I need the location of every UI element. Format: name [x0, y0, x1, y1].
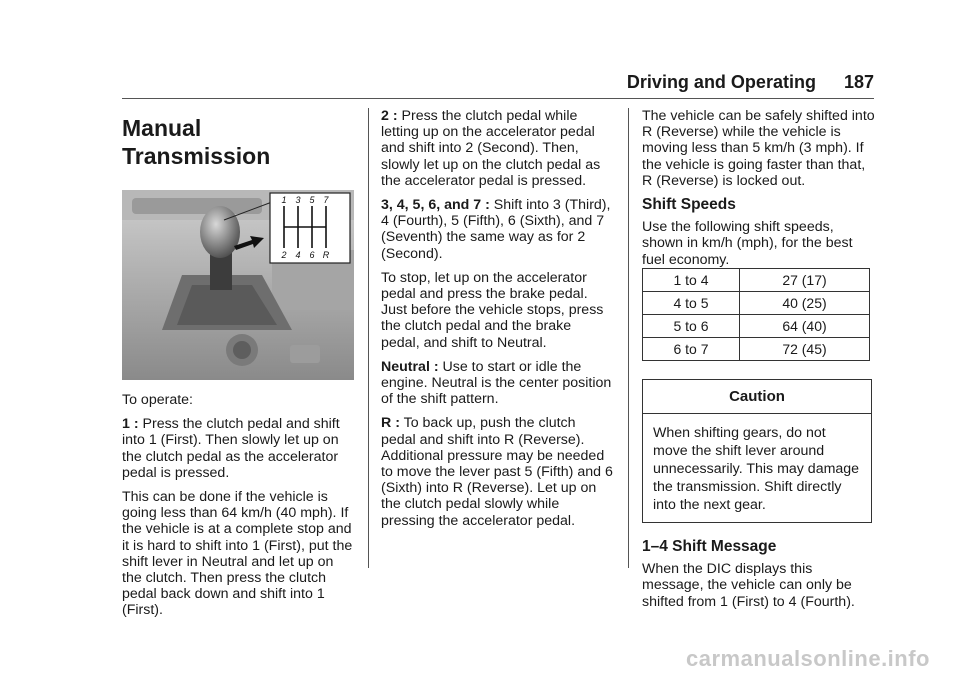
table-row	[643, 268, 870, 291]
paragraph: To stop, let up on the accelerator pedal and press the brake pedal. Just before the vehicle stops, press the clutch pedal and the brake pedal, and shift to Neutral.	[381, 269, 604, 351]
column-2	[381, 108, 613, 537]
page-header	[627, 72, 874, 93]
gate-label: 3	[295, 195, 301, 205]
table-cell: 64 (40)	[740, 314, 870, 337]
gate-label: 6	[309, 250, 315, 260]
step-text: Use to start or idle the engine. Neutral is the center position of the shift pattern.	[381, 358, 612, 408]
step-label: Neutral :	[381, 358, 439, 375]
step-label: 3, 4, 5, 6, and 7 :	[381, 197, 490, 214]
column-divider	[368, 108, 369, 568]
shifter-photo	[122, 190, 354, 380]
table-row	[643, 337, 870, 360]
step-reverse	[381, 415, 613, 528]
paragraph: This can be done if the vehicle is going less than 64 km/h (40 mph). If the vehicle is at a complete stop and it is hard to shift into 1 (First), put the shift lever in Neutral and let up on the clutch. Then press the clutch pedal back down and shift into 1 (First).	[122, 489, 353, 619]
step-text: Press the clutch pedal while letting up on the accelerator pedal and shift into 2 (Second). Then, slowly let up on the clutch pedal as the accelerator pedal is pressed.	[381, 108, 601, 189]
page-number: 187	[843, 72, 874, 92]
table-cell: 1 to 4	[643, 268, 740, 291]
header-rule	[122, 98, 874, 99]
paragraph: When the DIC displays this message, the vehicle can only be shifted from 1 (First) to 4 (Fourth).	[642, 561, 855, 610]
step-text: Shift into 3 (Third), 4 (Fourth), 5 (Fifth), 6 (Sixth), and 7 (Seventh) the same way as for 2 (Second).	[381, 197, 611, 262]
table-cell: 72 (45)	[740, 337, 870, 360]
step-neutral	[381, 359, 613, 408]
gate-label: 1	[281, 195, 287, 205]
table-row	[643, 291, 870, 314]
section-heading: 1–4 Shift Message	[642, 538, 777, 556]
step-text: Press the clutch pedal and shift into 1 (First). Then slowly let up on the clutch pedal as the accelerator pedal is pressed.	[122, 416, 340, 481]
caution-text: When shifting gears, do not move the shift lever around unnecessarily. This may damage the transmission. Shift directly into the next gear.	[653, 425, 860, 514]
gate-label: 5	[309, 195, 315, 205]
gate-label: 2	[281, 250, 287, 260]
caution-title: Caution	[643, 380, 871, 414]
paragraph: The vehicle can be safely shifted into R (Reverse) while the vehicle is moving less than 5 km/h (3 mph). If the vehicle is going faster than that, R (Reverse) is locked out.	[642, 108, 875, 189]
column-1	[122, 108, 354, 627]
gate-label: 4	[295, 250, 301, 260]
paragraph: Use the following shift speeds, shown in km/h (mph), for the best fuel economy.	[642, 219, 853, 268]
table-row	[643, 314, 870, 337]
step-2	[381, 108, 613, 189]
step-label: 2 :	[381, 108, 398, 124]
step-text: To back up, push the clutch pedal and shift into R (Reverse). Additional pressure may be needed to move the lever past 5 (Fifth) and 6 (Sixth) into R (Reverse). Let up on the clutch pedal slowly while pressing the accelerator pedal.	[381, 415, 613, 529]
step-3-7	[381, 197, 613, 262]
caution-box	[642, 379, 872, 523]
table-cell: 5 to 6	[643, 314, 740, 337]
shift-speeds-table	[642, 268, 870, 361]
table-cell: 6 to 7	[643, 337, 740, 360]
page-title: Manual Transmission	[122, 115, 271, 169]
watermark: carmanualsonline.info	[686, 646, 930, 671]
section-title: Driving and Operating	[626, 72, 816, 92]
column-3	[642, 108, 876, 618]
gate-label: R	[322, 250, 330, 260]
section-heading: Shift Speeds	[642, 196, 736, 214]
step-1	[122, 416, 354, 481]
step-label: R :	[381, 415, 400, 432]
table-cell: 40 (25)	[740, 291, 870, 314]
gate-label: 7	[323, 195, 329, 205]
column-divider	[628, 108, 629, 568]
table-cell: 4 to 5	[643, 291, 740, 314]
step-label: 1 :	[122, 416, 139, 433]
table-cell: 27 (17)	[740, 268, 870, 291]
to-operate: To operate:	[122, 392, 193, 408]
